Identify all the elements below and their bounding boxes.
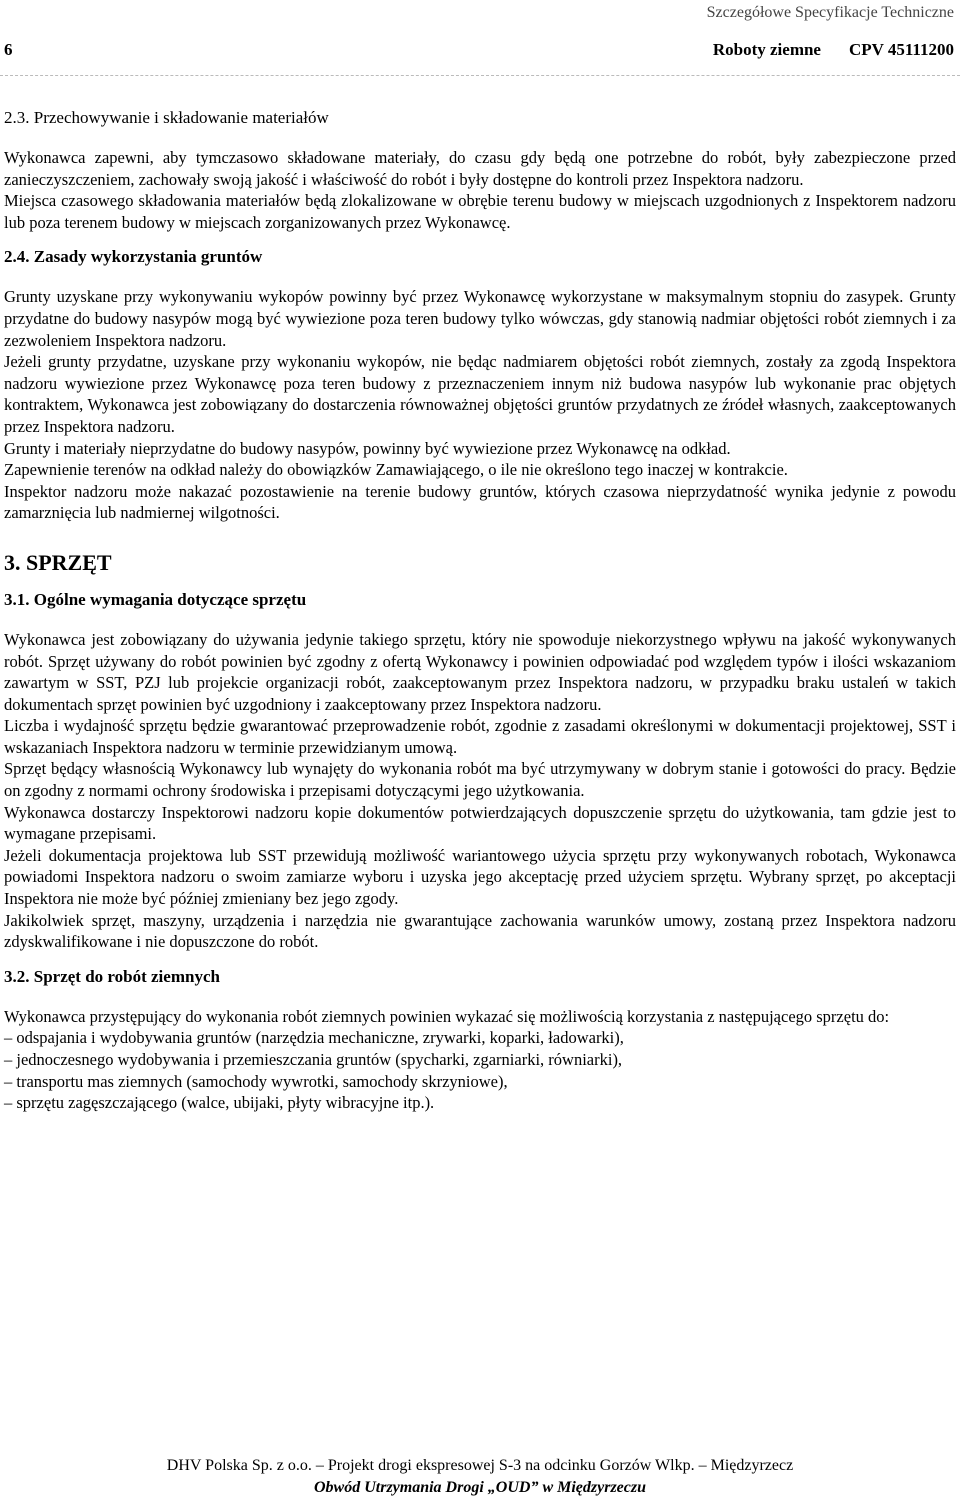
- cpv-code: CPV 45111200: [848, 40, 954, 59]
- list-item: – odspajania i wydobywania gruntów (narzędzia mechaniczne, zrywarki, koparki, ładowarki),: [4, 1028, 624, 1048]
- paragraph: Miejsca czasowego składowania materiałów będą zlokalizowane w obrębie terenu budowy w miejscach uzgodnionych z Inspektorem nadzoru lub poza terenem budowy w miejscach zorganizowanych przez Wykonawcę.: [4, 191, 956, 232]
- page-content: [4, 108, 956, 1114]
- paragraph: Liczba i wydajność sprzętu będzie gwarantować przeprowadzenie robót, zgodnie z zasadami określonymi w dokumentacji projektowej, SST i wskazaniach Inspektora nadzoru w terminie przewidzianym umową.: [4, 716, 956, 757]
- paragraph: Jeżeli dokumentacja projektowa lub SST przewidują możliwość wariantowego użycia sprzętu przy wykonywanych robotach, Wykonawca powiadomi Inspektora nadzoru o swoim zamiarze wyboru i uzyska jego akceptację przed użyciem sprzętu. Wybrany sprzęt, po akceptacji Inspektora nie może być później zmieniany bez jego zgody.: [4, 845, 956, 909]
- paragraph: Grunty uzyskane przy wykonywaniu wykopów powinny być przez Wykonawcę wykorzystane w maksymalnym stopniu do zasypek. Grunty przydatne do budowy nasypów mogą być wywiezione poza teren budowy tylko wówczas, gdy stanowią nadmiar objętości robót ziemnych i za zezwoleniem Inspektora nadzoru.: [4, 287, 956, 350]
- list-item: – sprzętu zagęszczającego (walce, ubijaki, płyty wibracyjne itp.).: [4, 1093, 435, 1113]
- paragraph: Wykonawca przystępujący do wykonania robót ziemnych powinien wykazać się możliwością korzystania z następującego sprzętu do:: [4, 1006, 890, 1026]
- paragraph: Grunty i materiały nieprzydatne do budowy nasypów, powinny być wywiezione przez Wykonawcę na odkład.: [4, 438, 731, 458]
- page-footer: [0, 1455, 960, 1499]
- page-number: 6: [4, 40, 13, 59]
- paragraph: Jeżeli grunty przydatne, uzyskane przy wykonaniu wykopów, nie będąc nadmiarem objętości robót ziemnych, zostały za zgodą Inspektora nadzoru wywiezione przez Wykonawcę poza teren budowy z przeznaczeniem innym niż budowa nasypów lub wykonanie prac objętych kontraktem, Wykonawca jest zobowiązany do dostarczenia równoważnej objętości gruntów przydatnych ze źródeł własnych, zaakceptowanych przez Inspektora nadzoru.: [4, 352, 956, 436]
- list-item: – transportu mas ziemnych (samochody wywrotki, samochody skrzyniowe),: [4, 1071, 508, 1091]
- heading-2-4: 2.4. Zasady wykorzystania gruntów: [4, 247, 263, 267]
- paragraph: Wykonawca zapewni, aby tymczasowo składowane materiały, do czasu gdy będą one potrzebne do robót, były zabezpieczone przed zanieczyszczeniem, zachowały swoją jakość i właściwość do robót i były dostępne do kontroli przez Inspektora nadzoru.: [4, 148, 956, 189]
- paragraph: Wykonawca jest zobowiązany do używania jedynie takiego sprzętu, który nie spowoduje niekorzystnego wpływu na jakość wykonywanych robót. Sprzęt używany do robót powinien być zgodny z ofertą Wykonawcy i powinien odpowiadać pod względem typów i ilości wskazaniom zawartym w SST, PZJ lub projekcie organizacji robót, zaakceptowanym przez Inspektora nadzoru, w przypadku braku ustaleń w takich dokumentach sprzęt powinien być uzgodniony i zaakceptowany przez Inspektora nadzoru.: [4, 629, 956, 714]
- heading-3-1: 3.1. Ogólne wymagania dotyczące sprzętu: [4, 589, 307, 609]
- paragraph: Sprzęt będący własnością Wykonawcy lub wynajęty do wykonania robót ma być utrzymywany w dobrym stanie i gotowości do pracy. Będzie on zgodny z normami ochrony środowiska i przepisami dotyczącymi jego użytkowania.: [4, 759, 956, 801]
- section-title: Roboty ziemne: [712, 40, 821, 59]
- paragraph: Zapewnienie terenów na odkład należy do obowiązków Zamawiającego, o ile nie określono tego inaczej w kontrakcie.: [4, 460, 788, 480]
- page-header: [0, 40, 954, 64]
- equipment-list: [4, 1027, 956, 1113]
- spec-title: Szczegółowe Specyfikacje Techniczne: [706, 4, 954, 21]
- header-divider: [0, 75, 960, 76]
- paragraph: Jakikolwiek sprzęt, maszyny, urządzenia i narzędzia nie gwarantujące zachowania warunków umowy, zostaną przez Inspektora nadzoru zdyskwalifikowane i nie dopuszczone do robót.: [4, 910, 956, 952]
- heading-3: 3. SPRZĘT: [4, 549, 112, 575]
- header-title: [713, 40, 954, 60]
- paragraph: Wykonawca dostarczy Inspektorowi nadzoru kopie dokumentów potwierdzających dopuszczenie sprzętu do użytkowania, tam gdzie jest to wymagane przepisami.: [4, 802, 956, 844]
- footer-line-1: DHV Polska Sp. z o.o. – Projekt drogi ekspresowej S-3 na odcinku Gorzów Wlkp. – Międzyrzecz: [166, 1457, 794, 1474]
- heading-2-3: 2.3. Przechowywanie i składowanie materiałów: [4, 108, 329, 127]
- paragraph: Inspektor nadzoru może nakazać pozostawienie na terenie budowy gruntów, których czasowa nieprzydatność wynika jedynie z powodu zamarznięcia lub nadmiernej wilgotności.: [4, 481, 956, 523]
- list-item: – jednoczesnego wydobywania i przemieszczania gruntów (spycharki, zgarniarki, równiarki),: [4, 1050, 623, 1069]
- heading-3-2: 3.2. Sprzęt do robót ziemnych: [4, 966, 220, 986]
- footer-line-2: Obwód Utrzymania Drogi „OUD” w Międzyrzeczu: [313, 1479, 646, 1496]
